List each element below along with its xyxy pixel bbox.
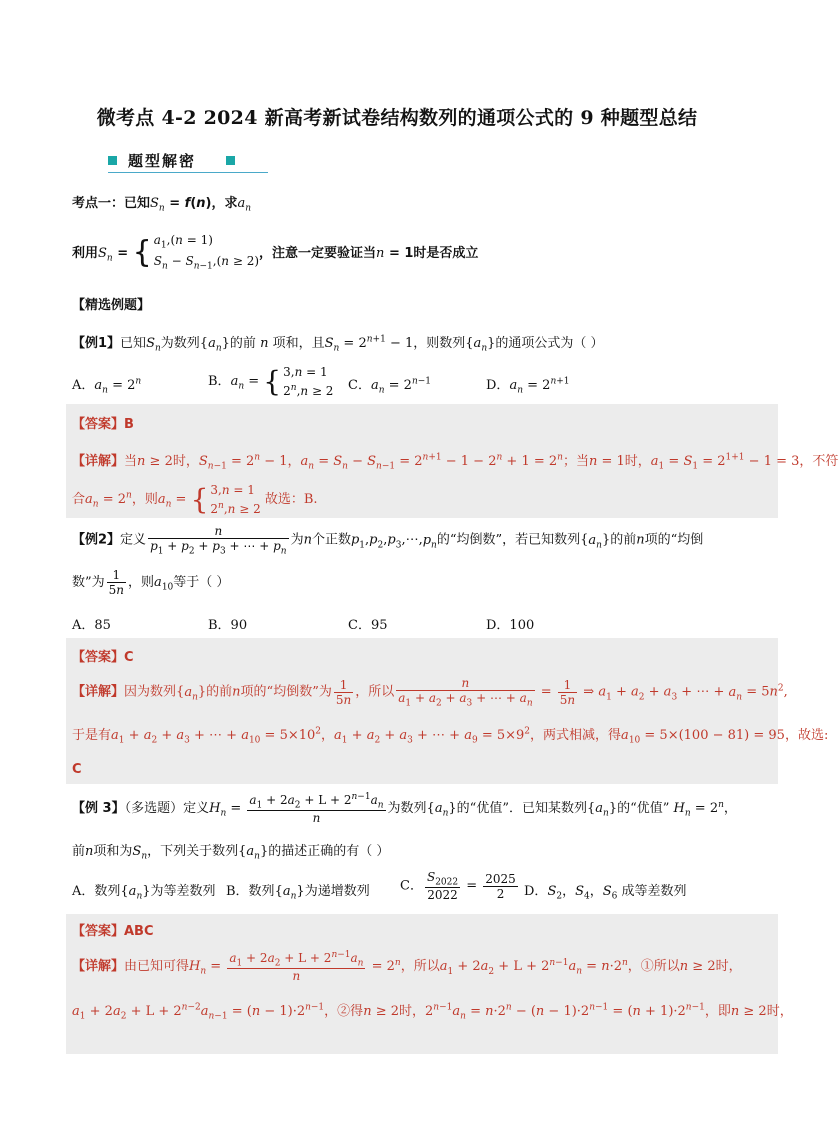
ex2-detail-line1: 【详解】因为数列$\{a_n\}$的前n项的“均倒数”为 $\frac{1}{5n}$ ，所以 $\frac{n}{a_1 + a_2 + a_3 + \cdots + a_n}$ = $\frac{1}{5n}$ ⇒ $a_1 + a_2 + a_3$ + ⋯ + $a_n = 5n^2$,	[72, 676, 788, 709]
ex3-option-c[interactable]: C． $\frac{S_{2022}}{2022}$ = $\frac{2025}{2}$	[400, 870, 516, 903]
ex2-question-line1: 【例2】定义 $\frac{n}{p_1 + p_2 + p_3 + \cdots + p_n}$ 为n个正数$p_1,p_2,p_3,\cdots,p_n$的“均倒数”，若已知数列$\{a_n\}$的前n项的“均倒	[72, 524, 704, 557]
banner-square-right	[226, 156, 235, 165]
document-title: 微考点 4-2 2024 新高考新试卷结构数列的通项公式的 9 种题型总结	[96, 107, 698, 129]
ex2-option-a[interactable]: A．85	[72, 618, 111, 633]
ex2-option-d[interactable]: D．100	[486, 618, 535, 633]
ex3-detail-line1: 【详解】由已知可得$H_n$ = $\frac{a_1 + 2a_2 + L + 2^{n-1}a_n}{n}$ = $2^n$，所以$a_1 + 2a_2 + L + 2^{n-1}a_n = n\cdot 2^n$，①所以n ≥ 2时，	[72, 950, 742, 984]
ex3-detail-line2: $a_1 + 2a_2 + L + 2^{n-2}a_{n-1} = (n - 1)\cdot 2^{n-1}$，②得n ≥ 2时，$2^{n-1}a_n = n\cdot 2^n - (n - 1)\cdot 2^{n-1} = (n + 1)\cdot 2^{n-1}$，即n ≥ 2时，	[72, 1002, 793, 1022]
topic1-formula: 利用$S_n$ = { $a_1,(n = 1)$ $S_n - S_{n-1},(n \ge 2)$，注意一定要验证当n = 1时是否成立	[72, 233, 479, 272]
banner-square-left	[108, 156, 117, 165]
ex2-answer-box	[66, 638, 778, 784]
section-banner	[108, 150, 268, 174]
ex3-question-line1: 【例 3】（多选题）定义$H_n$ = $\frac{a_1 + 2a_2 + L + 2^{n-1}a_n}{n}$ 为数列$\{a_n\}$的“优值”．已知某数列$\{a_n\}$的“优值” $H_n = 2^n$，	[72, 792, 737, 826]
banner-underline	[108, 172, 268, 173]
ex1-detail-line2: 合$a_n = 2^n$，则$a_n$ = { 3,n = 1 $2^n,n \ge 2$ 故选：B.	[72, 482, 318, 516]
ex3-option-d[interactable]: D．$S_2$，$S_4$，$S_6$ 成等差数列	[524, 884, 687, 902]
ex2-detail-line3: C	[72, 762, 82, 777]
ex2-answer: 【答案】C	[72, 650, 134, 665]
ex2-detail-line2: 于是有$a_1 + a_2 + a_3$ + ⋯ + $a_{10} = 5\times 10^2$，$a_1 + a_2 + a_3$ + ⋯ + $a_9 = 5\times 9^2$，两式相减，得$a_{10} = 5\times(100 - 81) = 95$，故选:	[72, 726, 829, 746]
ex1-question: 【例1】已知$S_n$为数列$\{a_n\}$的前 n 项和，且$S_n = 2^{n+1} - 1$，则数列$\{a_n\}$的通项公式为（ ）	[72, 334, 604, 354]
ex1-option-a[interactable]: A．$a_n = 2^n$	[72, 376, 142, 396]
ex3-option-b[interactable]: B．数列$\{a_n\}$为递增数列	[226, 884, 370, 902]
section-title: 题型解密	[128, 152, 197, 170]
ex1-option-b[interactable]: B．$a_n$ = { 3,n = 1 $2^n,n \ge 2$	[208, 364, 334, 398]
ex1-option-c[interactable]: C．$a_n = 2^{n-1}$	[348, 376, 432, 396]
ex3-question-line2: 前n项和为$S_n$，下列关于数列$\{a_n\}$的描述正确的有（ ）	[72, 844, 390, 862]
ex3-option-a[interactable]: A．数列$\{a_n\}$为等差数列	[72, 884, 216, 902]
ex1-option-d[interactable]: D．$a_n = 2^{n+1}$	[486, 376, 570, 396]
topic1-heading: 考点一：已知$S_n = f(n)$，求$a_n$	[72, 196, 252, 214]
ex1-detail-line1: 【详解】当n ≥ 2时，$S_{n-1} = 2^n - 1$，$a_n = S_n - S_{n-1} = 2^{n+1} - 1 - 2^n + 1 = 2^n$；当n = 1时，$a_1 = S_1 = 2^{1+1} - 1 = 3$，不符	[72, 452, 838, 472]
ex1-answer: 【答案】B	[72, 417, 134, 432]
ex3-answer-box	[66, 914, 778, 1054]
ex3-answer: 【答案】ABC	[72, 924, 154, 939]
ex2-option-b[interactable]: B．90	[208, 618, 248, 633]
selected-examples-heading: 【精选例题】	[72, 298, 151, 313]
ex2-option-c[interactable]: C．95	[348, 618, 388, 633]
ex2-question-line2: 数”为 $\frac{1}{5n}$ ，则$a_{10}$等于（ ）	[72, 568, 230, 597]
